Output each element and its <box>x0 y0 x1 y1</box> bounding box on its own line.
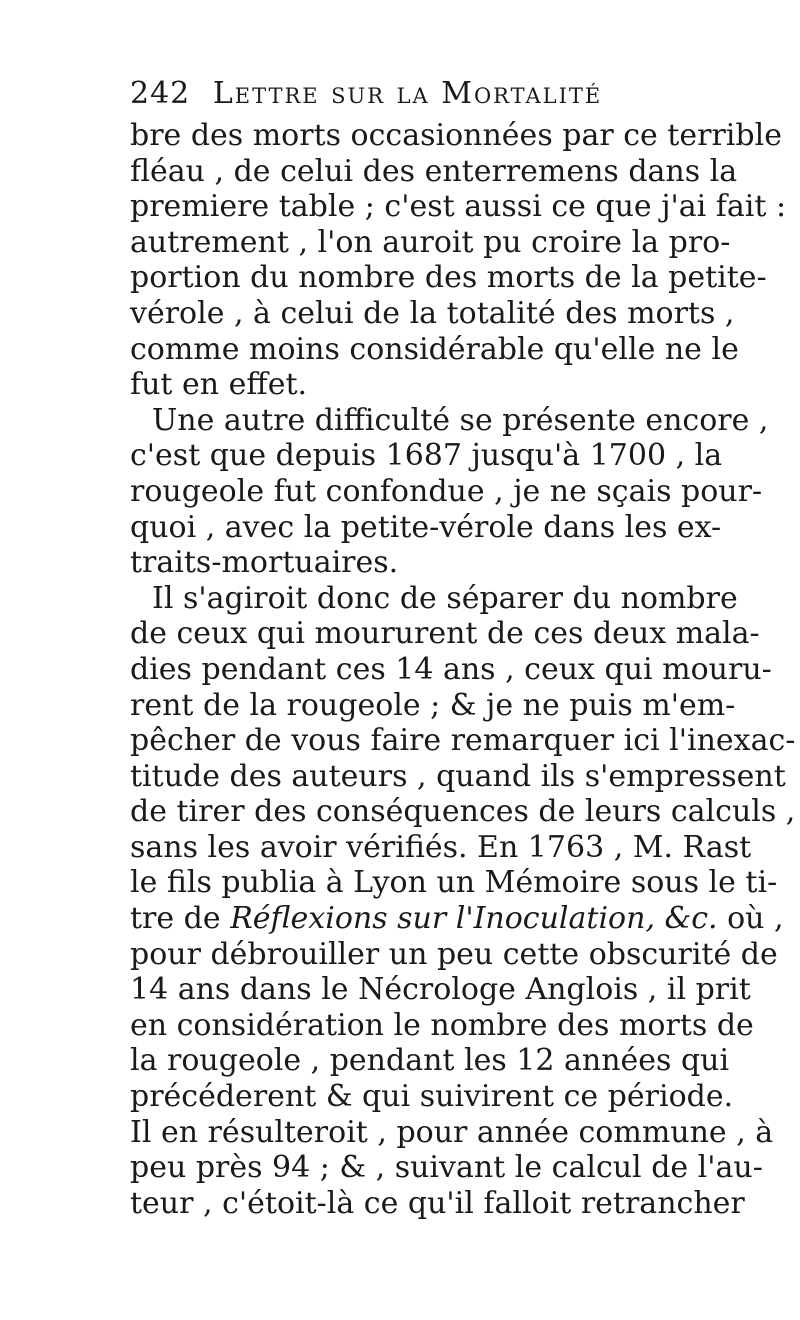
text-line: pêcher de vous faire remarquer ici l'inexac- <box>130 723 796 759</box>
text-line: bre des morts occasionnées par ce terrible <box>130 118 782 153</box>
text-line: quoi , avec la petite-vérole dans les ex- <box>130 509 722 545</box>
text-line: de tirer des conséquences de leurs calculs , <box>130 794 796 830</box>
text-line: rent de la rougeole ; & je ne puis m'em- <box>130 687 736 723</box>
text-line: peu près 94 ; & , suivant le calcul de l'au- <box>130 1150 763 1186</box>
text-line: sans les avoir vérifiés. En 1763 , M. Rast <box>130 829 752 865</box>
text-line: fléau , de celui des enterremens dans la <box>130 153 738 189</box>
text-line: le fils publia à Lyon un Mémoire sous le ti- <box>130 865 778 901</box>
text-line: vérole , à celui de la totalité des morts , <box>130 295 735 331</box>
text-line-with-title <box>130 901 784 937</box>
text-line: rougeole fut confondue , je ne sçais pour- <box>130 473 763 509</box>
text-line: premiere table ; c'est aussi ce que j'ai fait : <box>130 189 787 225</box>
paragraph-start-line: Il s'agiroit donc de séparer du nombre <box>152 580 738 616</box>
text-line: traits-mortuaires. <box>130 545 399 581</box>
text-line: de ceux qui moururent de ces deux mala- <box>130 616 760 652</box>
text-line: Il en résulteroit , pour année commune , à <box>130 1114 774 1150</box>
body-text <box>130 118 796 1221</box>
text-line: pour débrouiller un peu cette obscurité de <box>130 936 778 972</box>
text-line: en considération le nombre des morts de <box>130 1007 754 1043</box>
text-segment: où , <box>727 901 784 937</box>
text-line: autrement , l'on auroit pu croire la pro- <box>130 224 731 260</box>
italic-title: Réflexions sur l'Inoculation, &c. <box>230 901 718 937</box>
text-line: titude des auteurs , quand ils s'empressent <box>130 758 786 794</box>
text-line: 14 ans dans le Nécrologe Anglois , il prit <box>130 972 751 1008</box>
text-line: comme moins considérable qu'elle ne le <box>130 331 739 367</box>
paragraph-start-line: Une autre difficulté se présente encore , <box>152 402 769 438</box>
text-line: fut en effet. <box>130 367 308 403</box>
page-number: 242 <box>130 76 191 111</box>
text-line: c'est que depuis 1687 jusqu'à 1700 , la <box>130 438 723 474</box>
text-line: portion du nombre des morts de la petite- <box>130 260 767 296</box>
text-line: la rougeole , pendant les 12 années qui <box>130 1043 730 1079</box>
running-title: Lettre sur la Mortalité <box>212 76 603 111</box>
text-line: dies pendant ces 14 ans , ceux qui mouru- <box>130 651 772 687</box>
text-line: teur , c'étoit-là ce qu'il falloit retrancher <box>130 1185 745 1221</box>
text-segment: tre de <box>130 901 221 937</box>
running-header <box>130 76 690 118</box>
text-line: précéderent & qui suivirent ce période. <box>130 1079 734 1115</box>
